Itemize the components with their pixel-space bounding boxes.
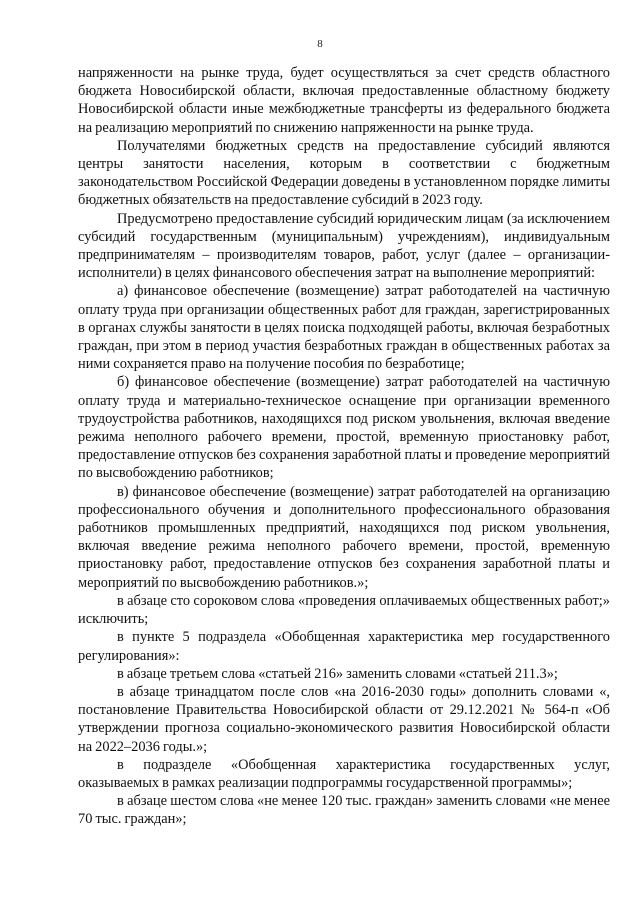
paragraph-amendment-point-5: в пункте 5 подраздела «Обобщенная характеристика мер государственного регулирования»: <box>78 629 610 664</box>
document-body <box>78 64 610 829</box>
paragraph-amendment-thirteenth: в абзаце тринадцатом после слов «на 2016-2030 годы» дополнить словами «, постановление Правительства Новосибирской области от 29.12.2021 № 564-п «Об утверждении прогноза социально-экономического развития Новосибирской области на 2022–2036 годы.»; <box>78 683 610 755</box>
paragraph-subsidy-provision: Предусмотрено предоставление субсидий юридическим лицам (за исключением субсидий государственным (муниципальным) учреждениям), индивидуальным предпринимателям – производителям товаров, работ, услуг (далее – организации-исполнители) в целях финансового обеспечения затрат на выполнение мероприятий: <box>78 210 610 282</box>
paragraph-amendment-140: в абзаце сто сороковом слова «проведения оплачиваемых общественных работ;» исключить; <box>78 592 610 628</box>
paragraph-continuation: напряженности на рынке труда, будет осуществляться за счет средств областного бюджета Новосибирской области, включая предоставленные областному бюджету Новосибирской области иные межбюджетные трансферты из федерального бюджета на реализацию мероприятий по снижению напряженности на рынке труда. <box>78 65 610 136</box>
paragraph-subsidy-recipients: Получателями бюджетных средств на предоставление субсидий являются центры занятости населения, которым в соответствии с бюджетным законодательством Российской Федерации доведены в установленном порядке лимиты бюджетных обязательств на предоставление субсидий в 2023 году. <box>78 137 610 209</box>
paragraph-item-a: а) финансовое обеспечение (возмещение) затрат работодателей на частичную оплату труда при организации общественных работ для граждан, зарегистрированных в органах службы занятости в целях поиска подходящей работы, включая безработных граждан, при этом в период участия безработных граждан в общественных работах за ними сохраняется право на получение пособия по безработице; <box>78 283 610 373</box>
paragraph-amendment-sixth: в абзаце шестом слова «не менее 120 тыс. граждан» заменить словами «не менее 70 тыс. граждан»; <box>78 793 610 828</box>
paragraph-amendment-subsection: в подразделе «Обобщенная характеристика государственных услуг, оказываемых в рамках реализации подпрограммы государственной программы»; <box>78 756 610 791</box>
paragraph-amendment-third: в абзаце третьем слова «статьей 216» заменить словами «статьей 211.3»; <box>117 665 558 682</box>
paragraph-item-c: в) финансовое обеспечение (возмещение) затрат работодателей на организацию профессионального обучения и дополнительного профессионального образования работников промышленных предприятий, находящихся под риском увольнения, включая введение режима неполного рабочего времени, простой, временную приостановку работ, предоставление отпусков без сохранения заработной платы и мероприятий по высвобождению работников.»; <box>78 483 610 591</box>
paragraph-item-b: б) финансовое обеспечение (возмещение) затрат работодателей на частичную оплату труда и материально-техническое оснащение при организации временного трудоустройства работников, находящихся под риском увольнения, включая введение режима неполного рабочего времени, простой, временную приостановку работ, предоставление отпусков без сохранения заработной платы и проведение мероприятий по высвобождению работников; <box>78 374 610 482</box>
page-number: 8 <box>317 38 323 50</box>
